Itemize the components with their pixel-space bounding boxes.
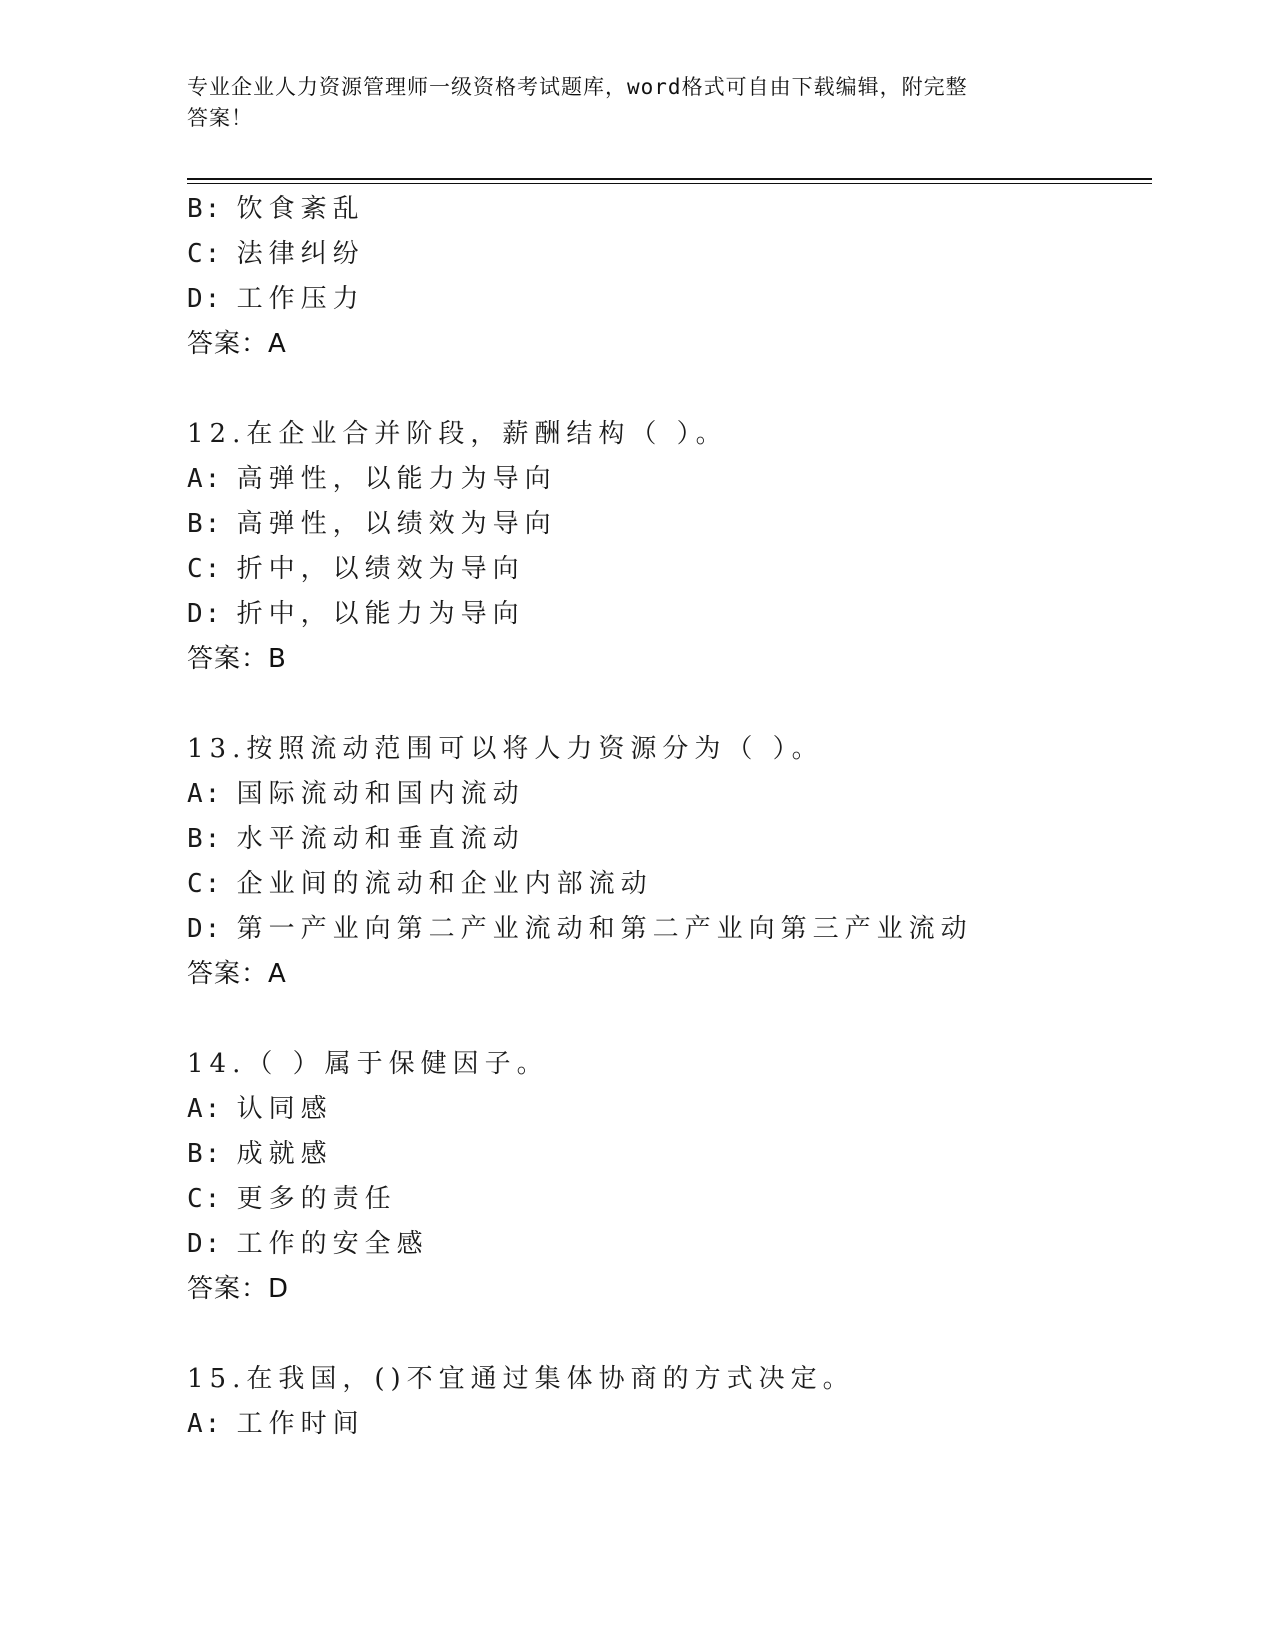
question-15-stem: 15.在我国，()不宜通过集体协商的方式决定。: [187, 1364, 855, 1394]
option-a: A: 认同感: [187, 1094, 333, 1124]
option-b: B: 成就感: [187, 1139, 333, 1169]
question-14-stem: 14.（ ）属于保健因子。: [187, 1049, 549, 1079]
answer-13: 答案：A: [187, 959, 287, 989]
header-line-2: 答案！: [187, 106, 253, 130]
option-c: C: 更多的责任: [187, 1184, 397, 1214]
option-b: B: 高弹性，以绩效为导向: [187, 509, 557, 539]
option-a: A: 国际流动和国内流动: [187, 779, 525, 809]
option-d: D: 工作的安全感: [187, 1229, 429, 1259]
option-a: A: 工作时间: [187, 1409, 365, 1439]
option-d: D: 第一产业向第二产业流动和第二产业向第三产业流动: [187, 914, 973, 944]
option-d: D: 折中，以能力为导向: [187, 599, 525, 629]
option-c: C: 企业间的流动和企业内部流动: [187, 869, 653, 899]
document-header: [187, 72, 1067, 134]
option-d: D: 工作压力: [187, 284, 365, 314]
option-a: A: 高弹性，以能力为导向: [187, 464, 557, 494]
option-c: C: 折中，以绩效为导向: [187, 554, 525, 584]
option-c: C: 法律纠纷: [187, 239, 365, 269]
question-13-stem: 13.按照流动范围可以将人力资源分为（ ）。: [187, 734, 824, 764]
option-b: B: 饮食紊乱: [187, 194, 365, 224]
header-rule-thin: [187, 183, 1152, 184]
answer-14: 答案：D: [187, 1274, 290, 1304]
header-rule-thick: [187, 178, 1152, 180]
header-line-1: 专业企业人力资源管理师一级资格考试题库，word格式可自由下载编辑，附完整: [187, 75, 968, 99]
question-12-stem: 12.在企业合并阶段，薪酬结构（ ）。: [187, 419, 728, 449]
answer-12: 答案：B: [187, 644, 287, 674]
answer-11: 答案：A: [187, 329, 287, 359]
option-b: B: 水平流动和垂直流动: [187, 824, 525, 854]
